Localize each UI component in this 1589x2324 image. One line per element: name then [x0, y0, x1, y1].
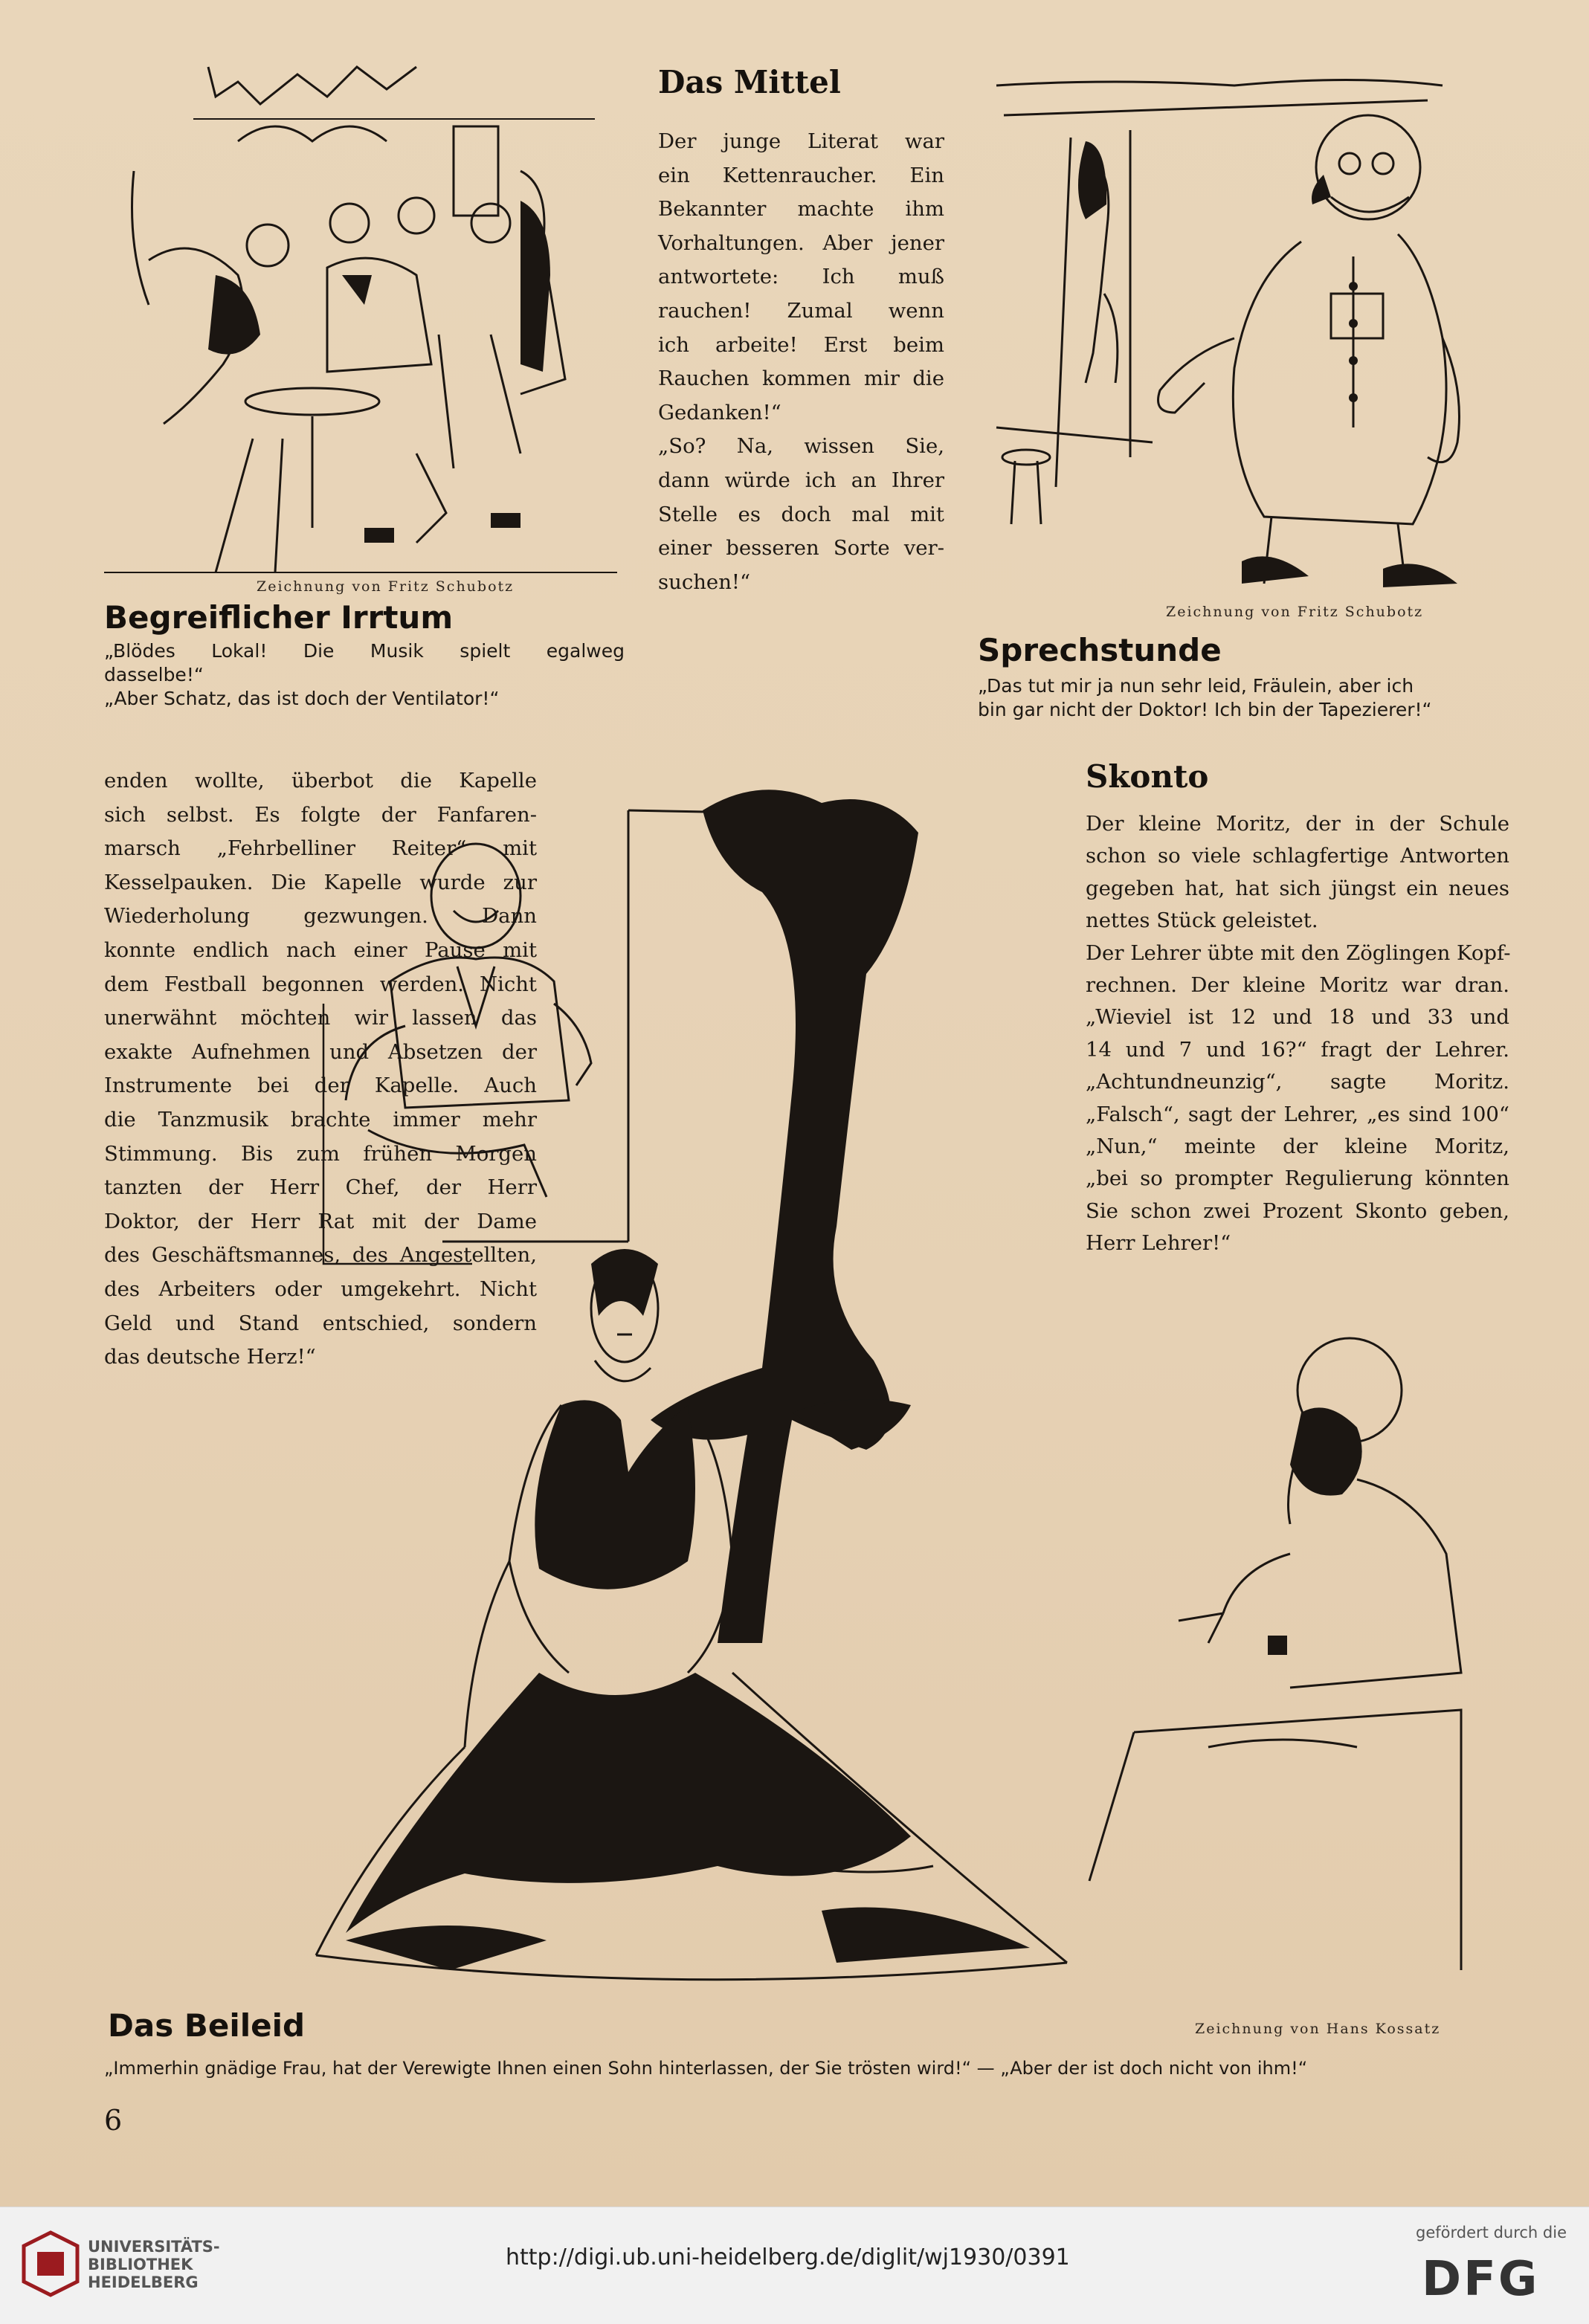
doctor-signature: Zeichnung von Fritz Schubotz — [1166, 604, 1424, 620]
skonto-line: Herr Lehrer!“ — [1086, 1231, 1231, 1256]
mittel-line: dann würde ich an Ihrer — [658, 468, 944, 492]
widow-illustration — [301, 781, 1535, 2022]
mittel-line: Vorhaltungen. Aber jener — [658, 230, 944, 255]
continued-line: die Tanzmusik brachte immer mehr — [104, 1107, 537, 1132]
page-number: 6 — [104, 2104, 123, 2137]
widow-signature: Zeichnung von Hans Kossatz — [1195, 2021, 1441, 2037]
mittel-line: suchen!“ — [658, 569, 751, 594]
mittel-line: ein Kettenraucher. Ein — [658, 163, 944, 187]
skonto-line: „Wieviel ist 12 und 18 und 33 und — [1086, 1005, 1509, 1030]
begreiflicher-text — [104, 639, 625, 711]
skonto-line: gegeben hat, hat sich jüngst ein neues — [1086, 876, 1509, 900]
continued-line: Stimmung. Bis zum frühen Morgen — [104, 1141, 537, 1166]
continued-line: Kesselpauken. Die Kapelle wurde zur — [104, 870, 537, 894]
skonto-line: „bei so prompter Regulierung könnten — [1086, 1166, 1509, 1191]
continued-line: exakte Aufnehmen und Absetzen der — [104, 1039, 537, 1064]
university-seal-icon — [21, 2230, 80, 2298]
sprechstunde-title: Sprechstunde — [978, 632, 1222, 668]
continued-line: unerwähnt möchten wir lassen das — [104, 1006, 537, 1030]
mittel-line: einer besseren Sorte ver- — [658, 536, 944, 561]
continued-line: konnte endlich nach einer Pause mit — [104, 937, 537, 962]
skonto-line: „Falsch“, sagt der Lehrer, „es sind 100“ — [1086, 1102, 1509, 1126]
permalink-url[interactable]: http://digi.ub.uni-heidelberg.de/diglit/wj1930/0391 — [506, 2244, 1070, 2270]
mittel-line: ich arbeite! Erst beim — [658, 332, 944, 357]
begreiflicher-line: „Aber Schatz, das ist doch der Ventilator!“ — [104, 688, 500, 709]
skonto-title: Skonto — [1086, 758, 1209, 795]
cafe-illustration — [104, 52, 617, 580]
mittel-line: Der junge Literat war — [658, 129, 944, 153]
sprechstunde-line: bin gar nicht der Doktor! Ich bin der Tapezierer!“ — [978, 699, 1432, 720]
continued-line: enden wollte, überbot die Kapelle — [104, 769, 537, 793]
mittel-line: rauchen! Zumal wenn — [658, 298, 944, 323]
library-name-line: BIBLIOTHEK — [88, 2256, 193, 2273]
mittel-line: Gedanken!“ — [658, 400, 781, 425]
mittel-line: Rauchen kommen mir die — [658, 367, 944, 391]
continued-line: des Arbeiters oder umgekehrt. Nicht — [104, 1276, 537, 1301]
mittel-title: Das Mittel — [658, 64, 841, 100]
library-name-line: UNIVERSITÄTS- — [88, 2238, 220, 2256]
mittel-text — [658, 125, 944, 599]
widow-portrait-drawing — [301, 781, 1535, 2022]
skonto-line: „Achtundneunzig“, sagte Moritz. — [1086, 1070, 1509, 1094]
library-name-line: HEIDELBERG — [88, 2273, 199, 2291]
continued-line: tanzten der Herr Chef, der Herr — [104, 1175, 537, 1200]
library-footer — [0, 2207, 1589, 2324]
continued-line: Geld und Stand entschied, sondern — [104, 1311, 537, 1335]
skonto-line: schon so viele schlagfertige Antworten — [1086, 844, 1509, 868]
begreiflicher-line: dasselbe!“ — [104, 664, 204, 685]
cafe-signature: Zeichnung von Fritz Schubotz — [257, 578, 515, 595]
mittel-line: antwortete: Ich muß — [658, 265, 944, 289]
cafe-scene-drawing — [104, 52, 617, 580]
library-name — [88, 2238, 220, 2291]
beileid-text: „Immerhin gnädige Frau, hat der Verewigte Ihnen einen Sohn hinterlassen, der Sie trösten wird!“ — „Aber der ist doch nicht von ihm!“ — [104, 2058, 1308, 2079]
skonto-line: Sie schon zwei Prozent Skonto geben, — [1086, 1198, 1509, 1223]
sprechstunde-text — [978, 674, 1509, 722]
skonto-line: „Nun,“ meinte der kleine Moritz, — [1086, 1134, 1509, 1159]
sprechstunde-line: „Das tut mir ja nun sehr leid, Fräulein, aber ich — [978, 675, 1414, 697]
beileid-title: Das Beileid — [108, 2007, 306, 2044]
skonto-line: Der Lehrer übte mit den Zöglingen Kopf- — [1086, 940, 1511, 965]
skonto-line: rechnen. Der kleine Moritz war dran. — [1086, 973, 1509, 998]
continued-line: sich selbst. Es folgte der Fanfaren- — [104, 802, 537, 827]
funded-by-text: gefördert durch die — [1416, 2224, 1567, 2241]
begreiflicher-line: „Blödes Lokal! Die Musik spielt egalweg — [104, 640, 625, 662]
skonto-line: nettes Stück geleistet. — [1086, 908, 1318, 933]
continued-line: Doktor, der Herr Rat mit der Dame — [104, 1209, 537, 1233]
mittel-line: Bekannter machte ihm — [658, 197, 944, 222]
continued-line: marsch „Fehrbelliner Reiter“ mit — [104, 836, 537, 861]
doctor-illustration — [982, 71, 1502, 591]
continued-line: Instrumente bei der Kapelle. Auch — [104, 1074, 537, 1098]
begreiflicher-title: Begreiflicher Irrtum — [104, 599, 454, 636]
mittel-line: Stelle es doch mal mit — [658, 502, 944, 526]
continued-line: das deutsche Herz!“ — [104, 1345, 316, 1369]
continued-line: dem Festball begonnen werden. Nicht — [104, 972, 537, 996]
continued-line: des Geschäftsmannes, des Angestellten, — [104, 1243, 537, 1268]
skonto-line: Der kleine Moritz, der in der Schule — [1086, 812, 1509, 836]
skonto-line: 14 und 7 und 16?“ fragt der Lehrer. — [1086, 1037, 1509, 1062]
continued-line: Wiederholung gezwungen. Dann — [104, 904, 537, 929]
mittel-line: „So? Na, wissen Sie, — [658, 434, 944, 459]
office-scene-drawing — [982, 71, 1502, 591]
dfg-logo: DFG — [1422, 2252, 1540, 2307]
